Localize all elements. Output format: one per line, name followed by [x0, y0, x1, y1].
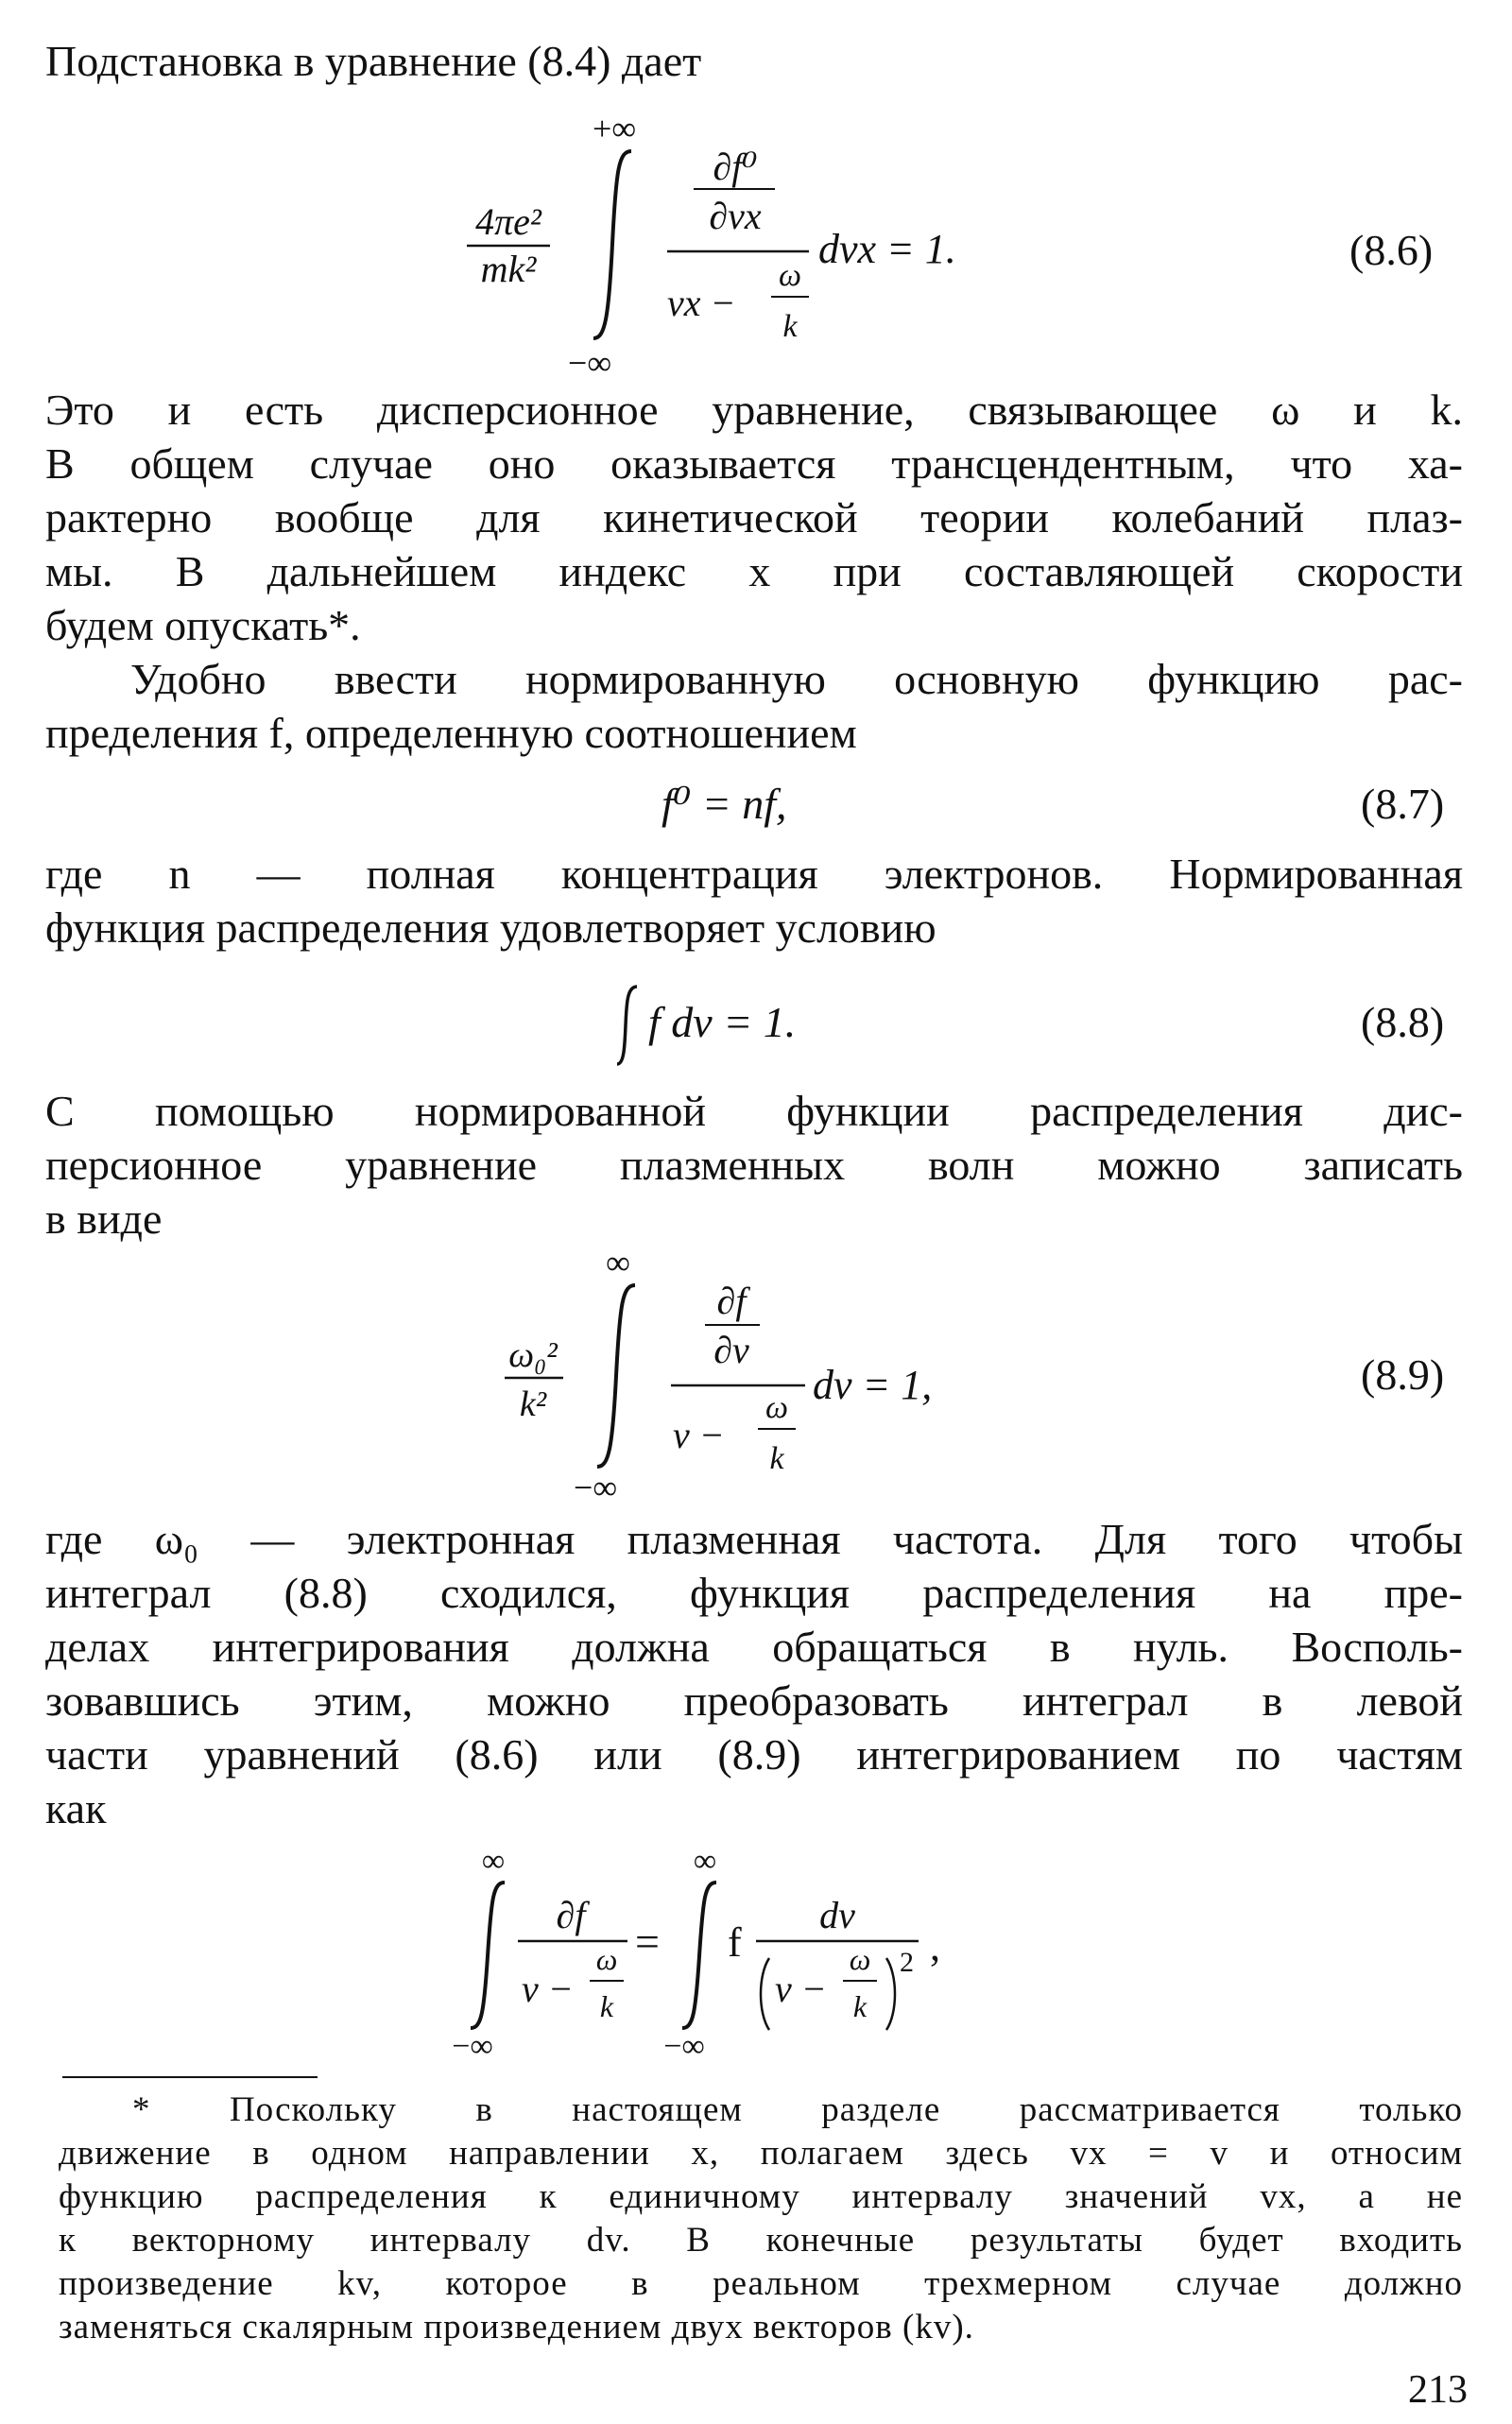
equation-8-7: f⁰ = nf,	[662, 780, 787, 828]
square-exponent: 2	[900, 1947, 914, 1978]
trailing-comma: ,	[930, 1923, 940, 1969]
lower-limit: −∞	[574, 1469, 617, 1503]
coefficient-denominator: k²	[519, 1384, 547, 1424]
text-line: интеграл (8.8) сходился, функция распределения на пре-	[45, 1569, 1463, 1617]
text-line: где ω₀ — электронная плазменная частота. Для того чтобы	[45, 1515, 1463, 1563]
equation-8-6	[454, 112, 1040, 376]
text-line: функция распределения удовлетворяет условию	[45, 903, 936, 952]
text-line: зовавшись этим, можно преобразовать интеграл в левой	[45, 1676, 1463, 1725]
inner-numerator: ∂f⁰	[713, 146, 758, 188]
omega: ω	[595, 1942, 618, 1976]
equals-sign: =	[635, 1917, 660, 1966]
text-line: персионное уравнение плазменных волн можно записать	[45, 1141, 1463, 1189]
lower-limit: −∞	[568, 344, 611, 376]
footnote-line: произведение kv, которое в реальном трехмерном случае должно	[59, 2264, 1463, 2303]
upper-limit: ∞	[481, 1844, 506, 1879]
text-line: пределения f, определенную соотношением	[45, 709, 857, 757]
lhs-denominator: v −	[522, 1968, 574, 2010]
text-line: Подстановка в уравнение (8.4) дает	[45, 37, 702, 85]
footnote-rule	[62, 2076, 318, 2078]
inner-denominator: ∂v	[713, 1329, 749, 1371]
text-line: Это и есть дисперсионное уравнение, связывающее ω и k.	[45, 386, 1463, 434]
omega: ω	[849, 1942, 871, 1976]
footnote-line: к векторному интервалу dv. В конечные результаты будет входить	[59, 2221, 1463, 2260]
omega: ω	[778, 258, 802, 293]
text-line: будем опускать*.	[45, 601, 361, 649]
denominator-left: v −	[673, 1414, 725, 1456]
rhs-denominator: v −	[775, 1968, 827, 2010]
coefficient-numerator: ω₀²	[508, 1335, 558, 1375]
footnote-line: * Поскольку в настоящем разделе рассматривается только	[132, 2090, 1463, 2129]
equation-integration-by-parts	[435, 1843, 1115, 2060]
lhs-numerator: ∂f	[556, 1894, 586, 1936]
text-line: С помощью нормированной функции распределения дис-	[45, 1087, 1463, 1135]
equation-8-9	[491, 1247, 1021, 1503]
text-line: мы. В дальнейшем индекс x при составляющей скорости	[45, 547, 1463, 595]
upper-limit: ∞	[606, 1247, 630, 1281]
coefficient-denominator: mk²	[480, 248, 537, 290]
text-line: В общем случае оно оказывается трансцендентным, что ха-	[45, 439, 1463, 488]
k: k	[782, 309, 798, 344]
equation-number: (8.9)	[1361, 1350, 1445, 1399]
text-line: где n — полная концентрация электронов. Нормированная	[45, 850, 1463, 898]
equation-number: (8.6)	[1349, 226, 1434, 274]
footnote-line: заменяться скалярным произведением двух векторов (kv).	[59, 2308, 974, 2347]
rhs-f: f	[728, 1919, 742, 1966]
k: k	[852, 1989, 868, 2023]
equation-number: (8.7)	[1361, 780, 1445, 828]
k: k	[769, 1441, 784, 1476]
footnote-line: движение в одном направлении x, полагаем здесь vx = v и относим	[59, 2134, 1463, 2173]
denominator-left: vx −	[667, 282, 736, 324]
omega: ω	[765, 1390, 789, 1425]
text-line: рактерно вообще для кинетической теории колебаний плаз-	[45, 493, 1463, 542]
coefficient-numerator: 4πe²	[475, 200, 541, 243]
rhs-numerator: dv	[819, 1894, 855, 1936]
text-line: делах интегрирования должна обращаться в нуль. Восполь-	[45, 1623, 1463, 1671]
integral-sign	[614, 983, 643, 1068]
equation-number: (8.8)	[1361, 998, 1445, 1046]
inner-denominator: ∂vx	[709, 195, 762, 237]
footnote-line: функцию распределения к единичному интервалу значений vx, а не	[59, 2177, 1463, 2216]
lower-limit: −∞	[663, 2029, 705, 2060]
upper-limit: +∞	[593, 112, 636, 147]
text-line: Удобно ввести нормированную основную функцию рас-	[130, 655, 1463, 703]
text-line: части уравнений (8.6) или (8.9) интегрированием по частям	[45, 1730, 1463, 1779]
rhs: dv = 1,	[813, 1362, 933, 1408]
page-number: 213	[1408, 2368, 1468, 2412]
text-line: как	[45, 1784, 107, 1832]
text-line: в виде	[45, 1195, 163, 1243]
equation-8-8: f dv = 1.	[648, 998, 797, 1046]
rhs: dvx = 1.	[818, 226, 956, 272]
k: k	[599, 1989, 614, 2023]
inner-numerator: ∂f	[716, 1280, 747, 1322]
lower-limit: −∞	[452, 2029, 493, 2060]
upper-limit: ∞	[693, 1844, 717, 1879]
